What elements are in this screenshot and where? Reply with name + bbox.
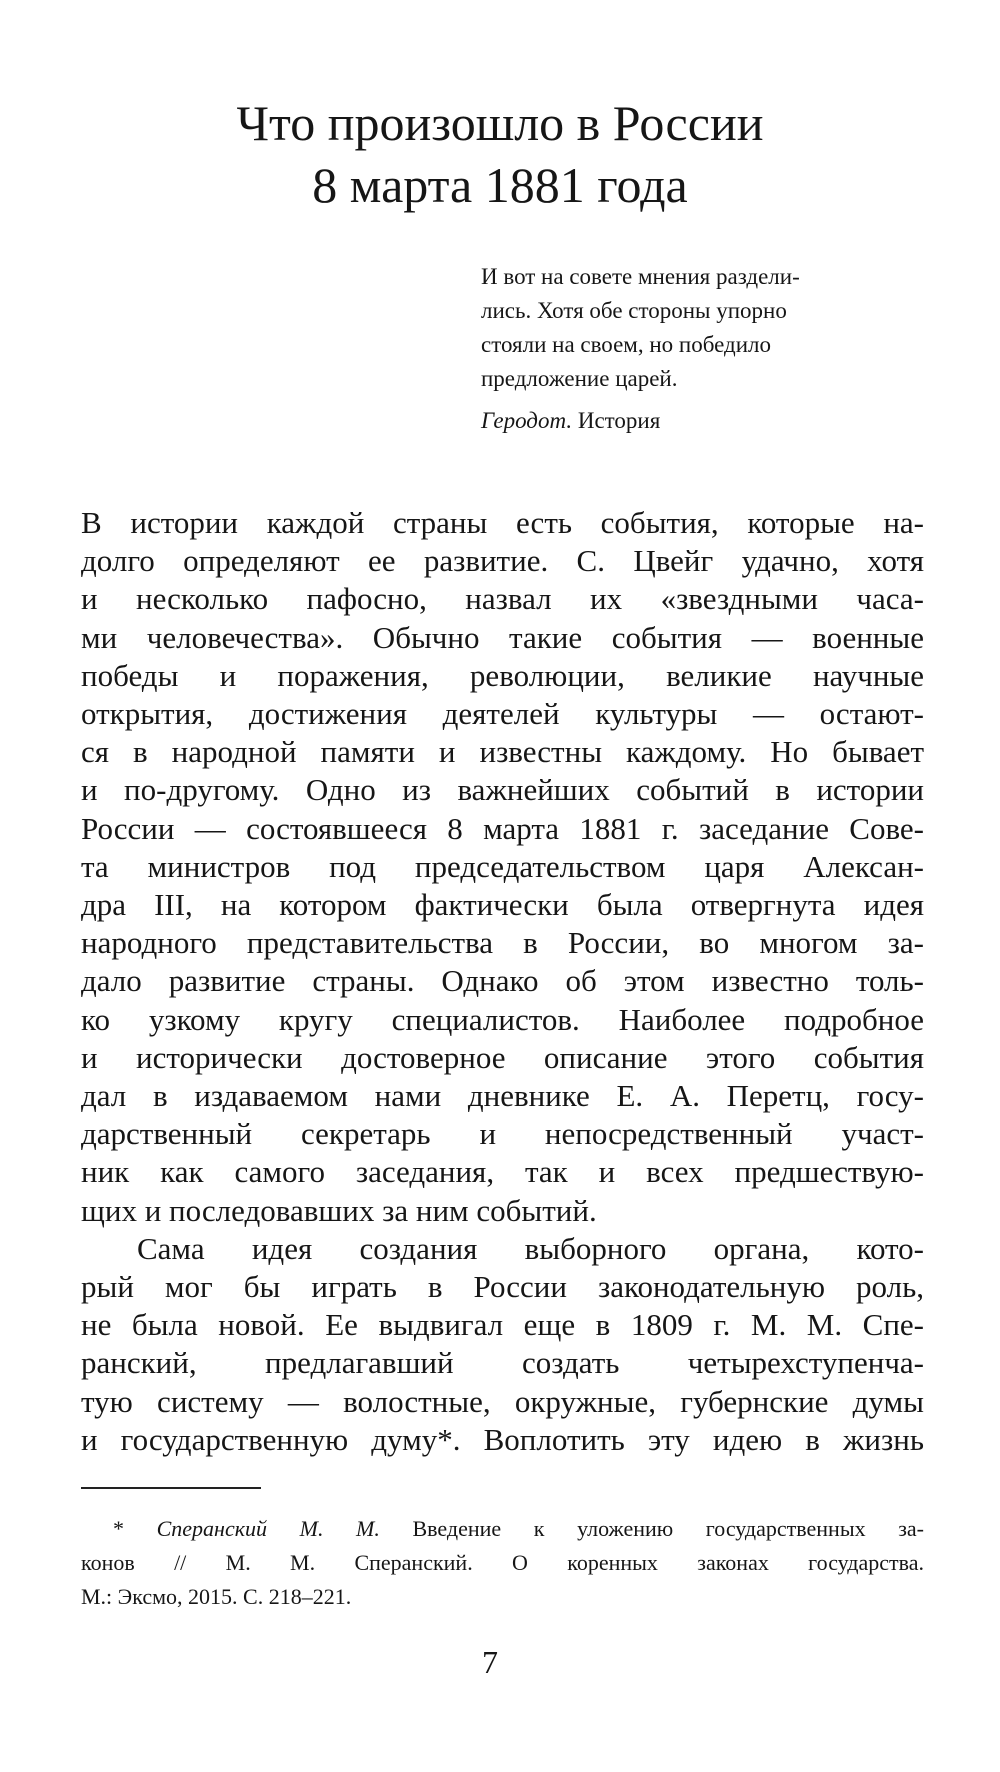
body-line: и несколько пафосно, назвал их «звездными часа-	[81, 581, 924, 617]
body-line: дал в издаваемом нами дневнике Е. А. Перетц, госу-	[81, 1078, 924, 1114]
body-line: тую систему — волостные, окружные, губернские думы	[81, 1383, 924, 1419]
footnote-line: конов // М. М. Сперанский. О коренных законах государства.	[81, 1550, 924, 1575]
body-line: та министров под председательством царя Алексан-	[81, 848, 924, 884]
body-line: дра III, на котором фактически была отвергнута идея	[81, 887, 924, 923]
epigraph-line: лись. Хотя обе стороны упорно	[481, 298, 787, 323]
body-line: открытия, достижения деятелей культуры — остают-	[81, 696, 924, 732]
footnote-line: М.: Эксмо, 2015. С. 218–221.	[81, 1584, 352, 1609]
epigraph-line: И вот на совете мнения раздели-	[481, 264, 800, 289]
body-line: дало развитие страны. Однако об этом известно толь-	[81, 963, 924, 999]
footnote	[81, 1512, 924, 1614]
chapter-title-line-1: Что произошло в России	[236, 95, 764, 151]
body-line: рый мог бы играть в России законодательную роль,	[81, 1269, 924, 1305]
body-line: дарственный секретарь и непосредственный участ-	[81, 1116, 924, 1152]
epigraph	[481, 260, 921, 438]
body-line: народного представительства в России, во многом за-	[81, 925, 924, 961]
body-line: Сама идея создания выборного органа, кото-	[137, 1230, 924, 1266]
body-line: России — состоявшееся 8 марта 1881 г. заседание Сове-	[81, 810, 924, 846]
footnote-marker: *	[113, 1516, 124, 1541]
footnote-line	[81, 1512, 924, 1546]
footnote-author: Сперанский М. М.	[156, 1516, 380, 1541]
body-line: долго определяют ее развитие. С. Цвейг удачно, хотя	[81, 543, 924, 579]
body-line: и государственную думу*. Воплотить эту идею в жизнь	[81, 1421, 924, 1457]
body-line: ся в народной памяти и известны каждому. Но бывает	[81, 734, 924, 770]
body-line: и исторически достоверное описание этого события	[81, 1039, 924, 1075]
epigraph-source	[481, 404, 921, 438]
epigraph-line: предложение царей.	[481, 366, 678, 391]
chapter-title-line-2: 8 марта 1881 года	[312, 157, 688, 213]
body-line: и по-другому. Одно из важнейших событий в истории	[81, 772, 924, 808]
body-line: не была новой. Ее выдвигал еще в 1809 г. М. М. Спе-	[81, 1307, 924, 1343]
footnote-divider	[81, 1487, 261, 1489]
page-number: 7	[482, 1644, 498, 1680]
body-line: ми человечества». Обычно такие события — военные	[81, 619, 924, 655]
chapter-title	[0, 92, 1000, 216]
footnote-text: Введение к уложению государственных за-	[412, 1516, 924, 1541]
body-line: щих и последовавших за ним событий.	[81, 1192, 597, 1228]
epigraph-work: История	[577, 408, 661, 433]
epigraph-author: Геродот.	[481, 408, 573, 433]
body-line: ранский, предлагавший создать четырехступенча-	[81, 1345, 924, 1381]
body-line: победы и поражения, революции, великие научные	[81, 657, 924, 693]
body-text	[81, 504, 924, 1459]
epigraph-line: стояли на своем, но победило	[481, 332, 772, 357]
body-line: ко узкому кругу специалистов. Наиболее подробное	[81, 1001, 924, 1037]
body-line: ник как самого заседания, так и всех предшествую-	[81, 1154, 924, 1190]
body-line: В истории каждой страны есть события, которые на-	[81, 505, 924, 540]
